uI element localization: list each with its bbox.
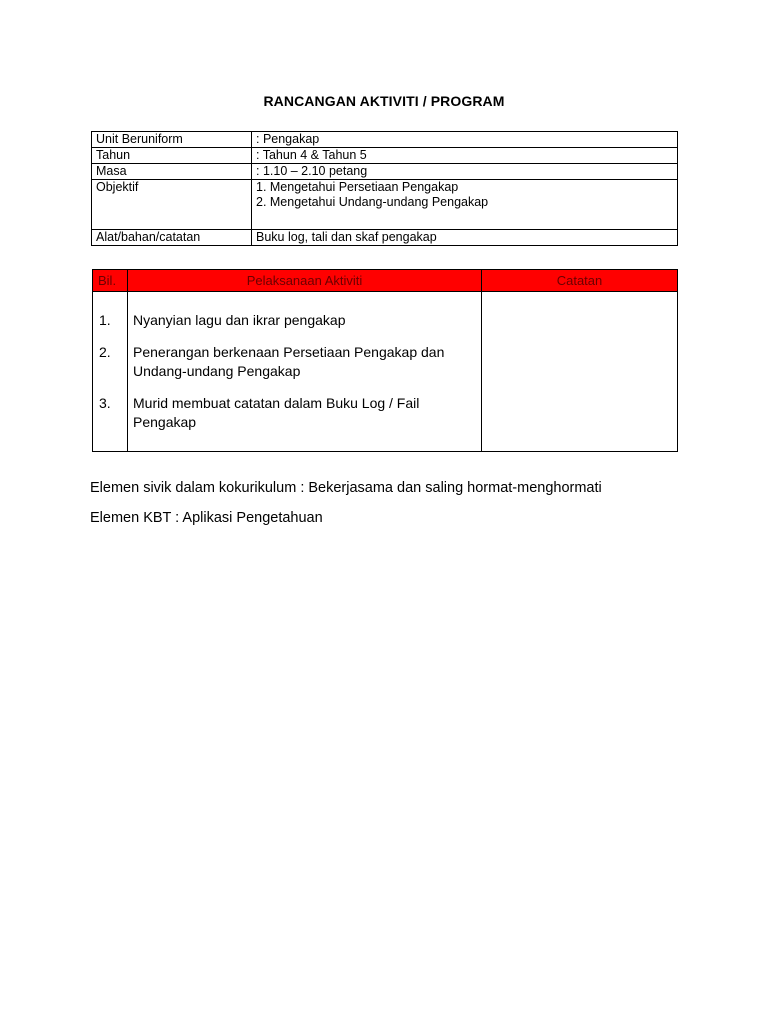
activity-text: Murid membuat catatan dalam Buku Log / Fail Pengakap	[133, 395, 420, 430]
activity-list	[93, 292, 481, 451]
activity-item	[93, 394, 481, 432]
catatan-cell	[482, 292, 678, 452]
info-value	[252, 180, 678, 230]
info-value: Buku log, tali dan skaf pengakap	[252, 230, 678, 246]
info-label: Alat/bahan/catatan	[92, 230, 252, 246]
activity-body-row	[93, 292, 678, 452]
info-label: Tahun	[92, 148, 252, 164]
objective-line: 1. Mengetahui Persetiaan Pengakap	[256, 180, 459, 194]
header-bil: Bil.	[93, 270, 128, 292]
info-value: : 1.10 – 2.10 petang	[252, 164, 678, 180]
activity-number: 3.	[99, 395, 111, 411]
header-catatan: Catatan	[482, 270, 678, 292]
info-row-unit	[92, 132, 678, 148]
bil-column-divider	[127, 292, 128, 451]
kbt-element-text: Elemen KBT : Aplikasi Pengetahuan	[90, 510, 323, 526]
activity-item	[93, 311, 481, 330]
info-label: Unit Beruniform	[92, 132, 252, 148]
activity-text: Nyanyian lagu dan ikrar pengakap	[133, 312, 346, 328]
objective-line: 2. Mengetahui Undang-undang Pengakap	[256, 195, 489, 209]
activity-item	[93, 343, 481, 381]
document-title: RANCANGAN AKTIVITI / PROGRAM	[263, 93, 505, 109]
activity-text: Penerangan berkenaan Persetiaan Pengakap dan Undang-undang Pengakap	[133, 344, 445, 379]
info-row-masa	[92, 164, 678, 180]
activity-table	[92, 269, 678, 452]
info-row-objektif	[92, 180, 678, 230]
civic-element-text: Elemen sivik dalam kokurikulum : Bekerjasama dan saling hormat-menghormati	[90, 480, 602, 496]
header-pelaksanaan: Pelaksanaan Aktiviti	[128, 270, 482, 292]
activity-number: 2.	[99, 344, 111, 360]
activity-number: 1.	[99, 312, 111, 328]
info-label: Objektif	[92, 180, 252, 230]
info-table	[91, 131, 678, 246]
info-row-tahun	[92, 148, 678, 164]
info-value: : Pengakap	[252, 132, 678, 148]
activity-header-row	[93, 270, 678, 292]
info-row-alat	[92, 230, 678, 246]
info-label: Masa	[92, 164, 252, 180]
info-value: : Tahun 4 & Tahun 5	[252, 148, 678, 164]
activity-list-cell	[93, 292, 482, 452]
